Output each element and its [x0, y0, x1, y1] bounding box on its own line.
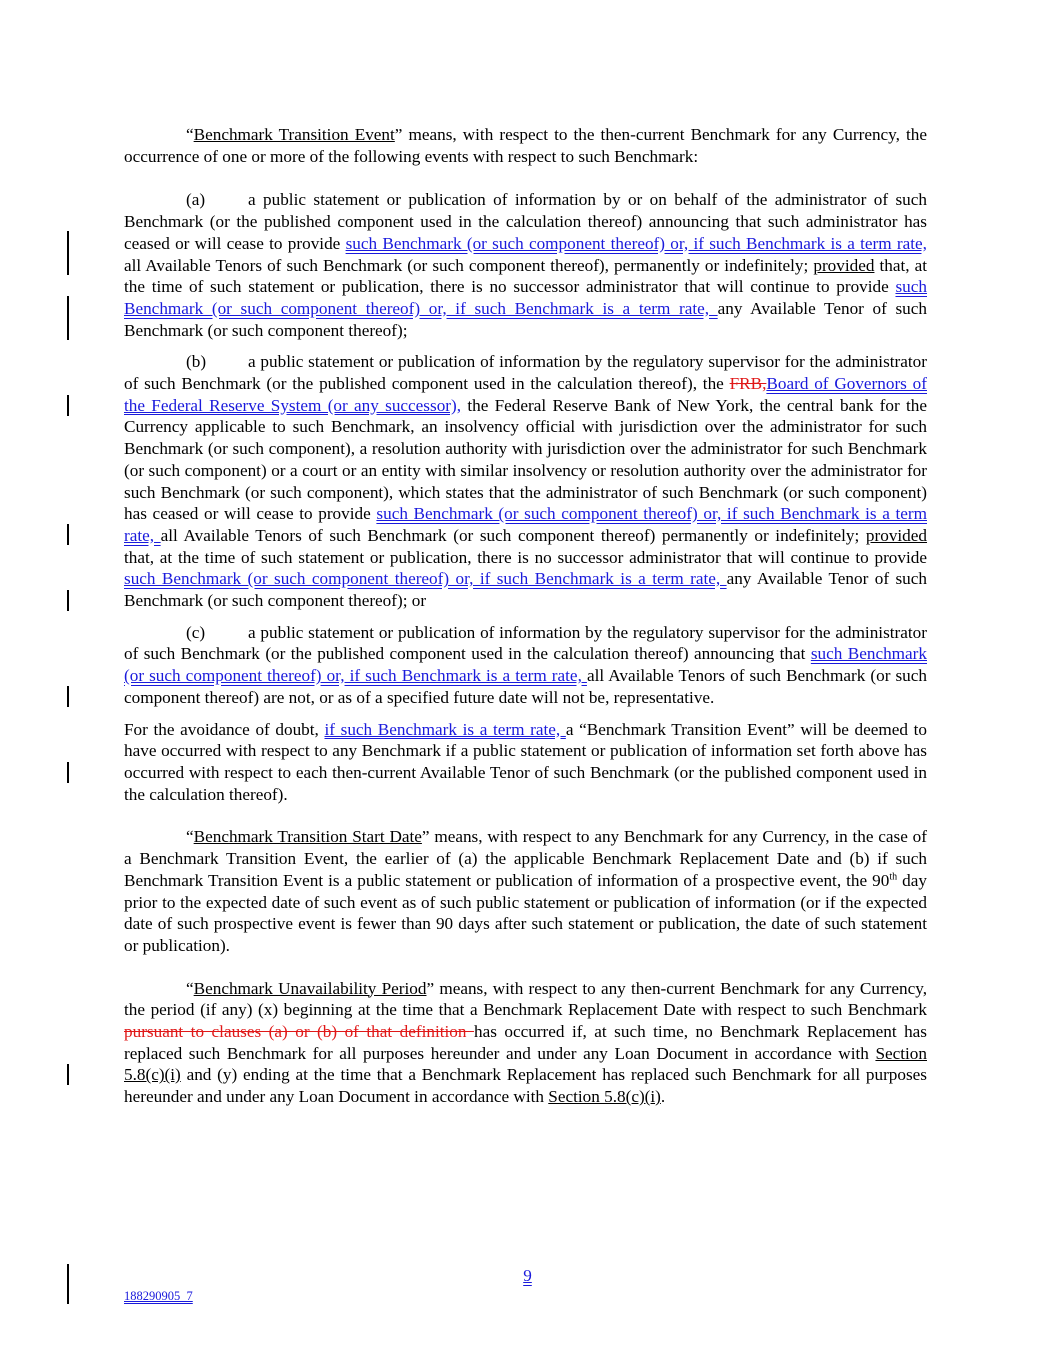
provided-term: provided: [813, 255, 875, 275]
inserted-text: such Benchmark (or such component thereof) or, if such Benchmark is a term rate,: [124, 569, 727, 589]
inserted-text: such Benchmark (or such component thereof) or, if such Benchmark is a term rate,: [124, 277, 927, 318]
change-bar: [67, 395, 69, 416]
defined-term: Benchmark Transition Start Date: [193, 827, 422, 847]
inserted-text: such Benchmark (or such component thereof) or, if such Benchmark is a term rate,: [124, 644, 927, 686]
document-body: [124, 124, 927, 1108]
inserted-text: if such Benchmark is a term rate,: [324, 719, 566, 739]
inserted-text: Board of Governors of the Federal Reserve System (or any successor),: [124, 374, 927, 415]
defined-term: Benchmark Transition Event: [193, 125, 395, 144]
quote-mark: “: [186, 827, 194, 847]
change-bar: [67, 296, 69, 340]
defined-term: Benchmark Unavailability Period: [193, 978, 427, 998]
document-id: 188290905_7: [124, 1289, 193, 1303]
ordinal-suffix: th: [889, 871, 898, 883]
clause-label: (a): [186, 190, 206, 210]
clause-text: all Available Tenors of such Benchmark (or such component thereof) permanently or indefinitely;: [160, 525, 866, 545]
clause-text: a public statement or publication of information by or on behalf of the administrator of such Benchmark (or the published component used in the calculation thereof) announcing that such administrator has ceased or will cease to provide: [124, 190, 927, 253]
clause-text: any Available Tenor of such Benchmark (or such component thereof);: [124, 298, 927, 340]
section-reference: Section 5.8(c)(i): [548, 1087, 661, 1107]
clause-c: [124, 622, 927, 709]
clause-label: (b): [186, 352, 207, 372]
paragraph-text: For the avoidance of doubt,: [124, 719, 325, 739]
deleted-text: pursuant to clauses (a) or (b) of that definition: [124, 1022, 474, 1042]
clause-text: that, at the time of such statement or publication, there is no successor administrator that will continue to provide: [124, 547, 927, 567]
definition-text: .: [660, 1087, 666, 1107]
definition-text: day prior to the expected date of such event as of such public statement or publication of information (or if the expected date of such prospective event is fewer than 90 days after such statement or publication, the date of such statement or publication).: [124, 870, 927, 955]
clause-text: a public statement or publication of information by the regulatory supervisor for the administrator of such Benchmark (or the published component used in the calculation thereof) announcing that: [124, 622, 927, 664]
definition-benchmark-transition-start-date: [124, 826, 927, 956]
definition-text: has occurred if, at such time, no Benchmark Replacement has replaced such Benchmark for all purposes hereunder and under any Loan Document in accordance with: [124, 1022, 927, 1063]
change-bar: [67, 231, 69, 275]
avoidance-of-doubt-paragraph: [124, 719, 927, 806]
definition-text: ” means, with respect to any Benchmark for any Currency, in the case of a Benchmark Transition Event, the earlier of (a) the applicable Benchmark Replacement Date and (b) if such Benchmark Transition Event is a public statement or publication of information of a prospective event, the 90: [124, 827, 927, 890]
quote-mark: “: [186, 125, 194, 144]
clause-a: [124, 189, 927, 341]
change-bar: [67, 524, 69, 545]
section-reference: Section 5.8(c)(i): [124, 1043, 927, 1085]
clause-label: (c): [186, 622, 206, 642]
paragraph-text: a “Benchmark Transition Event” will be deemed to have occurred with respect to any Benchmark if a public statement or publication of information set forth above has occurred with respect to each then-current Available Tenor of such Benchmark (or the published component used in the calculation thereof).: [124, 719, 928, 804]
deleted-text: FRB,: [729, 374, 767, 394]
quote-mark: “: [186, 978, 194, 998]
change-bar: [67, 686, 69, 707]
provided-term: provided: [865, 525, 928, 545]
clause-text: that, at the time of such statement or publication, there is no successor administrator that will continue to provide: [124, 255, 927, 297]
definition-text: and (y) ending at the time that a Benchmark Replacement has replaced such Benchmark for all purposes hereunder and under any Loan Document in accordance with: [124, 1065, 927, 1107]
clause-text: all Available Tenors of such Benchmark (or such component thereof) are not, or as of a specified future date will not be, representative.: [124, 666, 927, 707]
inserted-text: such Benchmark (or such component thereof) or, if such Benchmark is a term rate,: [124, 504, 927, 545]
definition-text: ” means, with respect to the then-current Benchmark for any Currency, the occurrence of one or more of the following events with respect to such Benchmark:: [124, 125, 927, 166]
clause-text: all Available Tenors of such Benchmark (or such component thereof), permanently or indefinitely;: [124, 255, 814, 275]
definition-benchmark-transition-event: [124, 124, 927, 167]
change-bar: [67, 1064, 69, 1085]
clause-b: [124, 351, 927, 611]
clause-text: the Federal Reserve Bank of New York, the central bank for the Currency applicable to such Benchmark, an insolvency official with jurisdiction over the administrator for such Benchmark (or such component), a resolution authority with jurisdiction over the administrator for such Benchmark (or such component) or a court or an entity with similar insolvency or resolution authority over the administrator for such Benchmark (or such component), which states that the administrator of such Benchmark (or such component) has ceased or will cease to provide: [124, 395, 927, 524]
clause-text: any Available Tenor of such Benchmark (or such component thereof); or: [124, 569, 927, 611]
change-bar: [67, 762, 69, 783]
page-number: [0, 1266, 1055, 1286]
definition-benchmark-unavailability-period: [124, 978, 927, 1108]
definition-text: ” means, with respect to any then-current Benchmark for any Currency, the period (if any) (x) beginning at the time that a Benchmark Replacement Date with respect to such Benchmark: [124, 978, 927, 1020]
inserted-text: such Benchmark (or such component thereof) or, if such Benchmark is a term rate,: [345, 233, 927, 253]
page-number-text: 9: [523, 1266, 532, 1285]
change-bar: [67, 590, 69, 611]
clause-text: a public statement or publication of information by the regulatory supervisor for the administrator of such Benchmark (or the published component used in the calculation thereof), the: [124, 352, 927, 394]
